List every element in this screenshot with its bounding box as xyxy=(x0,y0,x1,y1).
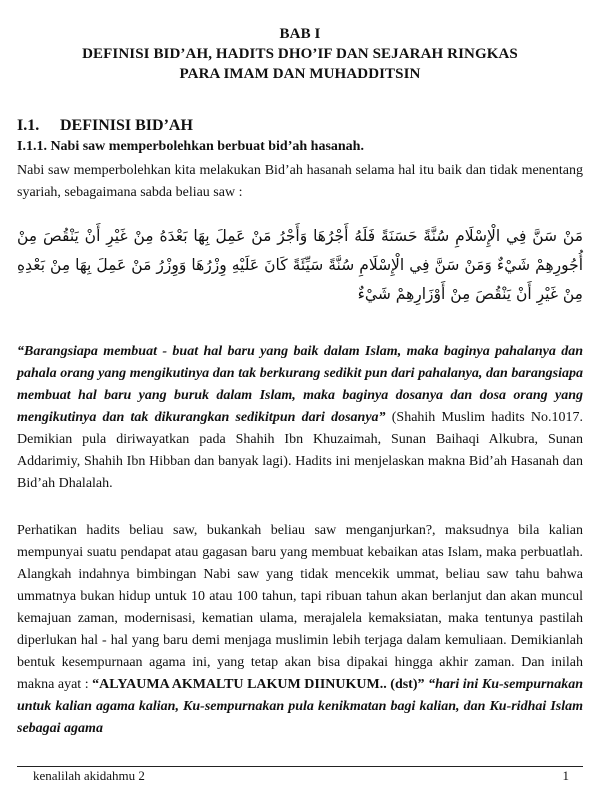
document-page xyxy=(17,0,583,800)
intro-paragraph: Nabi saw memperbolehkan kita melakukan Bid’ah hasanah selama hal itu baik dan tidak menentang syariah, sebagaimana sabda beliau saw : xyxy=(17,163,583,200)
hadith-source: (Shahih Muslim hadits No.1017. Demikian pula diriwayatkan pada Shahih Ibn Khuzaimah, Sunan Baihaqi Alkubra, Sunan Addarimiy, Shahih Ibn Hibban dan banyak lagi). Hadits ini menjelaskan makna Bid’ah Hasanah dan Bid’ah Dhalalah. xyxy=(17,410,584,491)
subsection-heading: I.1.1. Nabi saw memperbolehkan berbuat bid’ah hasanah. xyxy=(17,139,364,154)
footer-book-title: kenalilah akidahmu 2 xyxy=(33,768,145,783)
chapter-title xyxy=(17,24,583,84)
chapter-title-line-2: PARA IMAM DAN MUHADDITSIN xyxy=(179,66,421,82)
hadith-translation-paragraph xyxy=(17,341,583,495)
ayat-translation: “hari ini Ku-sempurnakan untuk kalian agama kalian, Ku-sempurnakan pula kenikmatan bagi kalian, dan Ku-ridhai Islam sebagai agama xyxy=(17,677,584,736)
section-heading xyxy=(17,117,193,135)
explanation-paragraph xyxy=(17,520,583,740)
chapter-label: BAB I xyxy=(279,26,321,42)
explanation-text: Perhatikan hadits beliau saw, bukankah beliau saw menganjurkan?, maksudnya bila kalian mempunyai suatu pendapat atau gagasan baru yang membuat kebaikan atas Islam, maka perbuatlah. Alangkah indahnya bimbingan Nabi saw yang tidak mencekik ummat, beliau saw tahu bahwa ummatnya bukan hidup untuk 10 atau 100 tahun, tapi ribuan tahun akan berlanjut dan akan muncul kemajuan zaman, modernisasi, kematian ulama, merajalela kemaksiatan, maka tentunya pastilah diperlukan hal - hal yang baru demi menjaga muslimin lebih terjaga dalam kemuliaan. Demikianlah bentuk kesempurnaan agama ini, yang tetap akan bisa dipakai hingga akhir zaman. Dan inilah makna ayat : xyxy=(17,523,583,692)
section-number: I.1. xyxy=(17,117,40,134)
hadith-translation: “Barangsiapa membuat - buat hal baru yang baik dalam Islam, maka baginya pahalanya dan pahala orang yang mengikutinya dan tak berkurang sedikit pun dari pahalanya, dan barangsiapa membuat hal baru yang buruk dalam Islam, maka baginya dosanya dan dosa orang yang mengikutinya dan tak dikurangkan sedikitpun dari dosanya” xyxy=(17,344,583,425)
footer-divider xyxy=(17,766,583,767)
page-number: 1 xyxy=(562,768,569,783)
section-title: DEFINISI BID’AH xyxy=(60,117,193,134)
arabic-hadith-text: مَنْ سَنَّ فِي الْإِسْلَامِ سُنَّةً حَسَنَةً فَلَهُ أَجْرُهَا وَأَجْرُ مَنْ عَمِلَ بِهَا بَعْدَهُ مِنْ غَيْرِ أَنْ يَنْقُصَ مِنْ أُجُورِهِمْ شَيْءٌ وَمَنْ سَنَّ فِي الْإِسْلَامِ سُنَّةً سَيِّئَةً كَانَ عَلَيْهِ وِزْرُهَا وَوِزْرُ مَنْ عَمِلَ بِهَا مِنْ بَعْدِهِ مِنْ غَيْرِ أَنْ يَنْقُصَ مِنْ أَوْزَارِهِمْ شَيْءٌ xyxy=(17,227,583,303)
ayat-transliteration: “ALYAUMA AKMALTU LAKUM DIINUKUM.. (dst)” xyxy=(92,677,425,692)
chapter-title-line-1: DEFINISI BID’AH, HADITS DHO’IF DAN SEJARAH RINGKAS xyxy=(82,46,518,62)
